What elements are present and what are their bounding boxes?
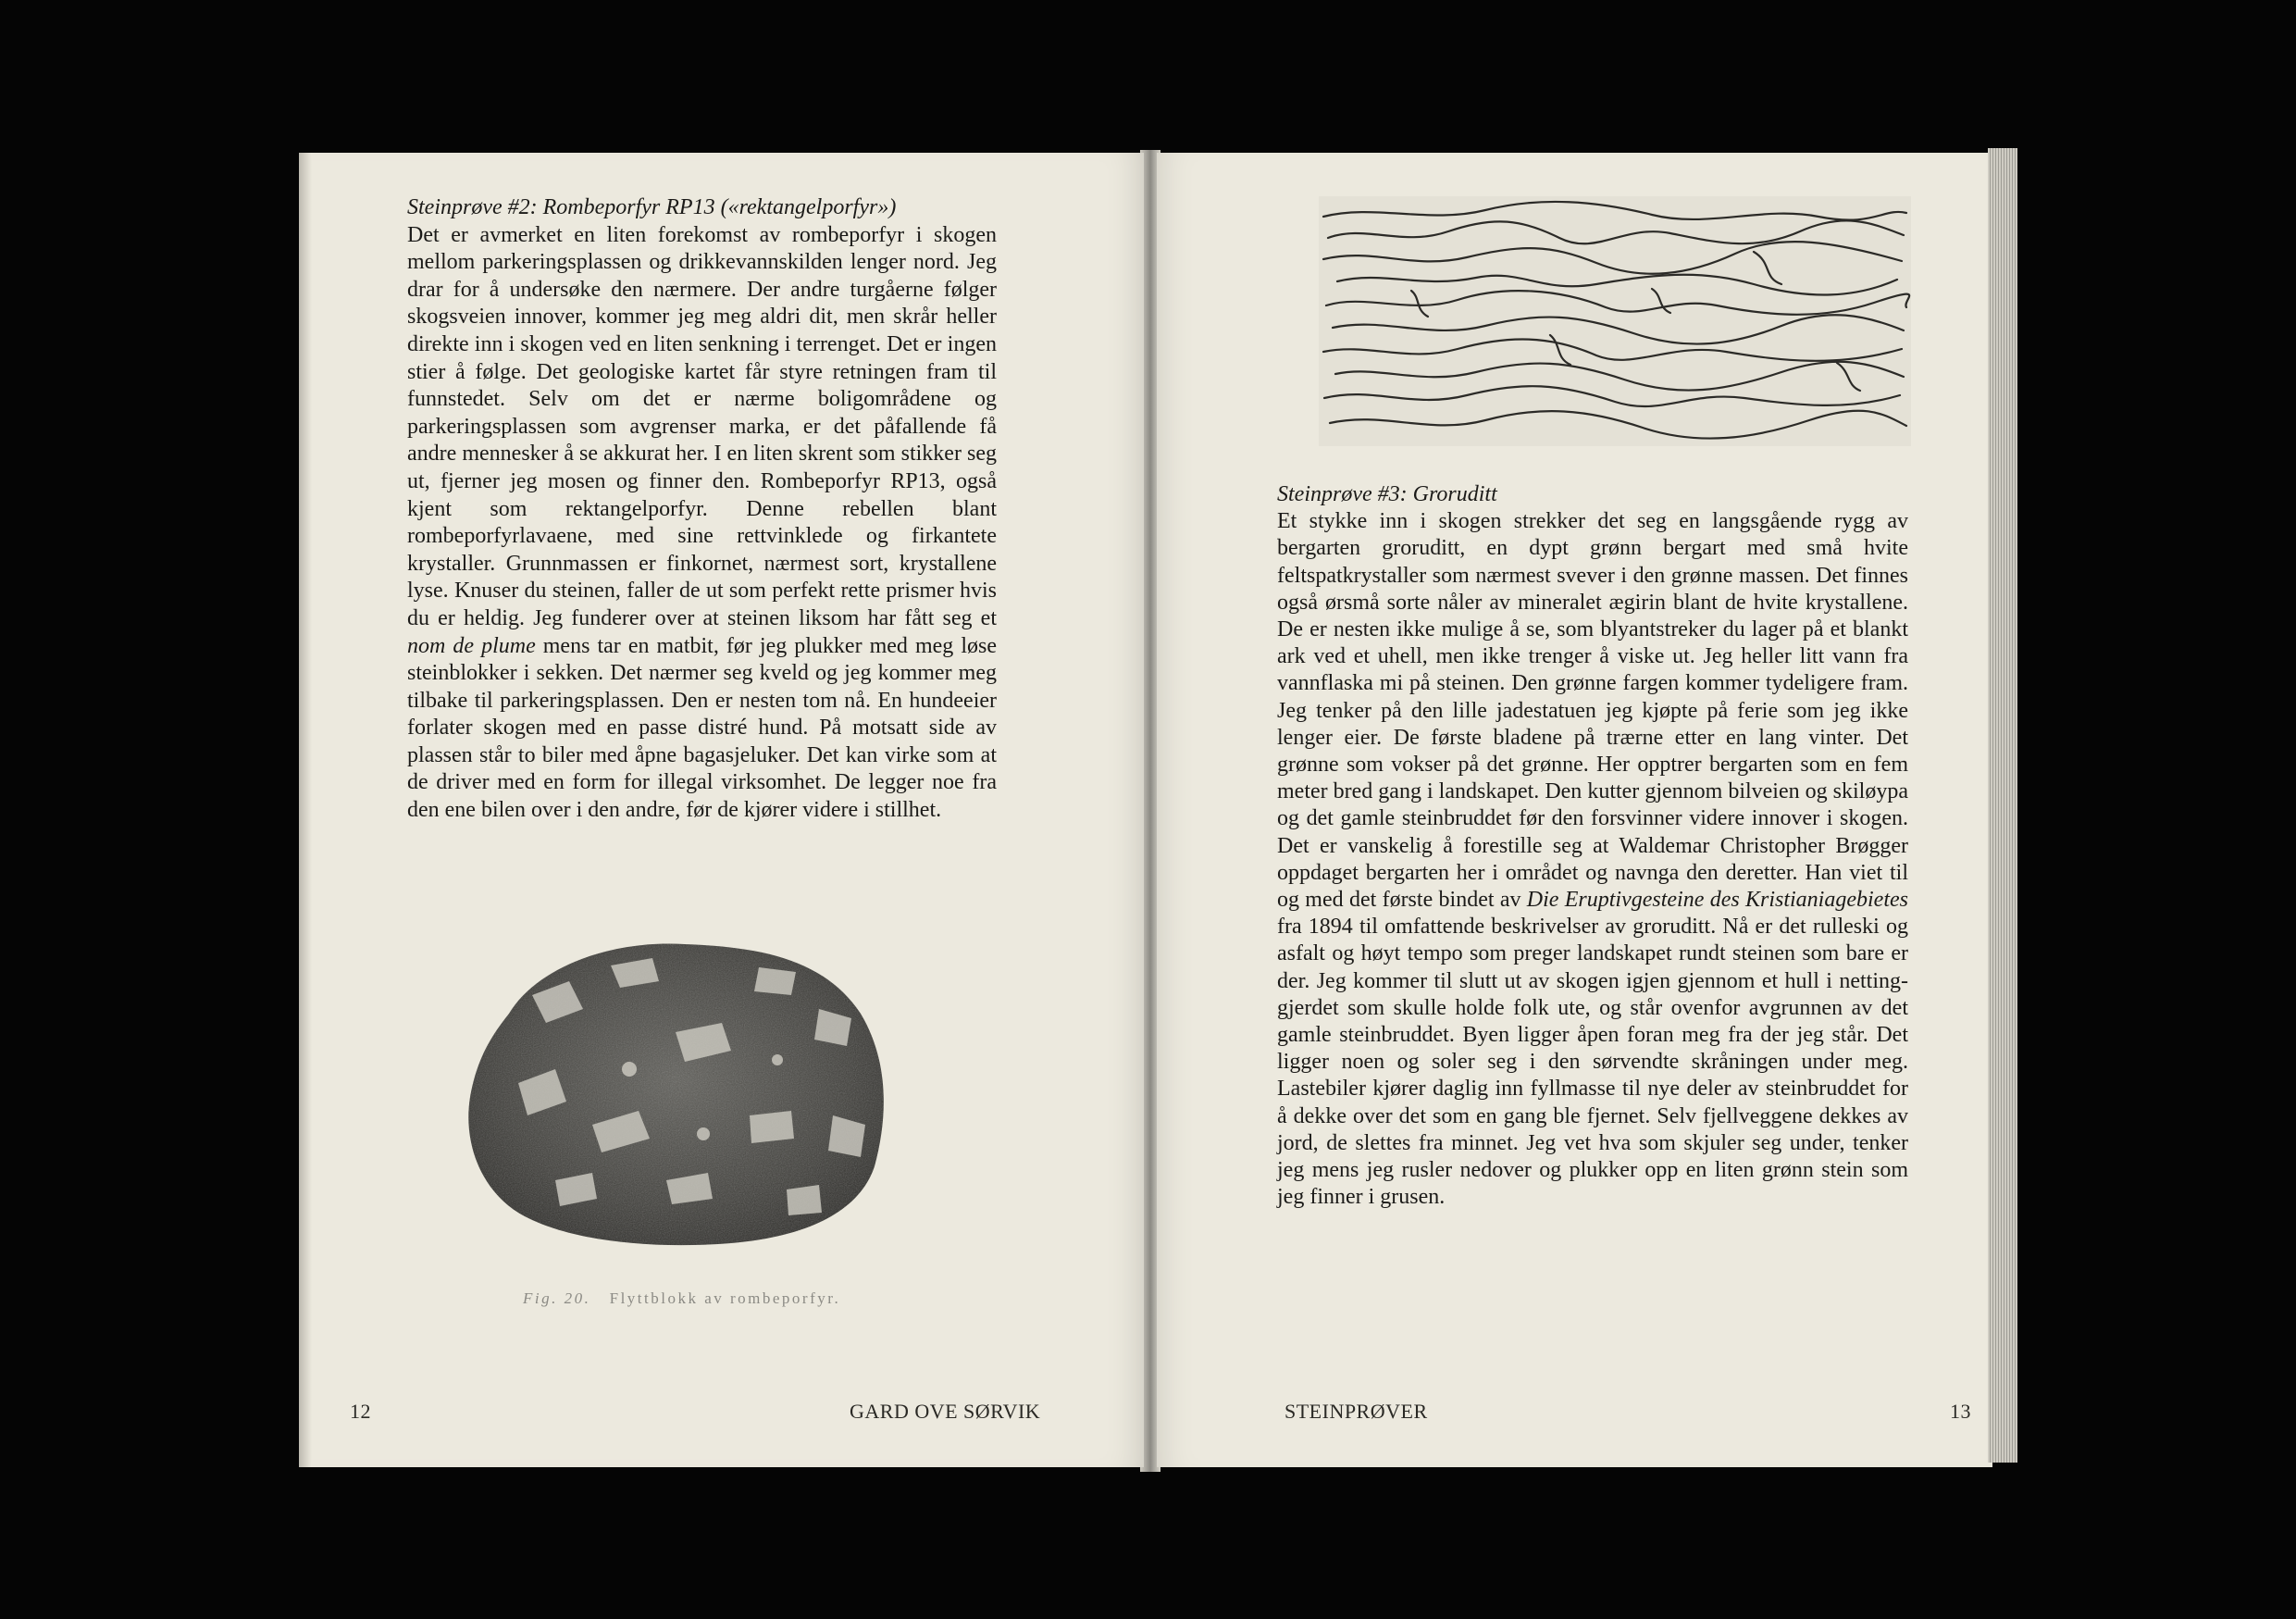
left-page-heading: Steinprøve #2: Rombeporfyr RP13 («rektangelporfyr»)	[407, 195, 897, 219]
right-body-part-2: fra 1894 til omfattende beskrivelser av groruditt. Nå er det rulleski og asfalt og høyt tempo som preger landskapet rundt steinen som bare er der. Jeg kommer til slutt ut av skogen igjen gjennom et hull i nettinggjerdet som skulle holde folk ute, og står ovenfor avgrunnen av det gamle steinbruddet. Byen ligger åpen foran meg fra der jeg står. Det ligger noen og soler seg i den sørvendte skråningen under meg. Lastebiler kjører daglig inn fyllmasse til nye deler av steinbruddet for å dekke over det som en gang ble fjernet. Selv fjellveggene dekkes av jord, de slettes fra minnet. Jeg vet hva som skjuler seg under, tenker jeg mens jeg rusler nedover og plukker opp en liten grønn stein som jeg finner i grusen.	[1277, 915, 1908, 1210]
figure-caption-text: Flyttblokk av rombeporfyr.	[609, 1289, 841, 1307]
right-body-part-1: Et stykke inn i skogen strekker det seg en langsgående rygg av bergarten groruditt, en dypt grønn bergart med små hvite feltspatkrystaller som nærmest svever i den grønne massen. Det finnes også ørsmå sorte nåler av mineralet ægirin blant de hvite krystallene. De er nesten ikke mulige å se, som blyantstreker du lager på et blankt ark ved et uhell, men ikke trenger å viske ut. Jeg heller litt vann fra vannflaska mi på steinen. Den grønne fargen kommer tydeligere fram. Jeg tenker på den lille jadestatuen jeg kjøpte på ferie som jeg ikke lenger eier. De første bladene på trærne etter en lang vinter. Det grønne som vokser på det grønne. Her opptrer bergarten som en fem meter bred gang i landskapet. Den kutter gjennom bilveien og skiløypa og det gamle steinbruddet før den forsvinner videre innover i skogen. Det er vanskelig å forestille seg at Waldemar Christopher Brøgger oppdaget bergarten her i området og navnga den deretter. Han viet til og med det første bindet av	[1277, 509, 1908, 913]
left-body-part-2: mens tar en matbit, før jeg plukker med meg løse steinblokker i sekken. Det nærmer seg kveld og jeg kommer meg tilbake til parkeringsplassen. Den er nesten tom nå. En hundeeier forlater skogen med en passe distré hund. På motsatt side av plassen står to biler med åpne bagasjeluker. Det kan virke som at de driver med en form for illegal virksomhet. De legger noe fra den ene bilen over i den andre, før de kjører videre i stillhet.	[407, 633, 997, 823]
left-folio: 12	[350, 1400, 371, 1423]
right-page-heading: Steinprøve #3: Groruditt	[1277, 482, 1497, 506]
figure-caption	[523, 1289, 840, 1308]
left-running-head: GARD OVE SØRVIK	[850, 1400, 1041, 1423]
right-running-head: STEINPRØVER	[1285, 1400, 1428, 1423]
rock-photo	[453, 930, 898, 1250]
figure-caption-number: Fig. 20.	[523, 1289, 591, 1307]
flow-pattern-illustration	[1319, 196, 1911, 446]
left-page-text	[407, 194, 997, 825]
left-body-italic: nom de plume	[407, 633, 536, 658]
right-page-text	[1277, 481, 1908, 1211]
page-edges	[1988, 148, 2017, 1463]
left-body-part-1: Det er avmerket en liten forekomst av rombeporfyr i skogen mellom parkeringsplassen og drikkevannskilden lenger nord. Jeg drar for å undersøke den nærmere. Der andre turgåerne følger skogsveien innover, kommer jeg meg aldri dit, men skrår heller direkte inn i skogen ved en liten senkning i terrenget. Det er ingen stier å følge. Det geologiske kartet får styre retningen fram til funnstedet. Selv om det er nærme boligområdene og parkeringsplassen som avgrenser marka, er det påfallende få andre mennesker å se akkurat her. I en liten skrent som stikker seg ut, fjerner jeg mosen og finner den. Rombeporfyr RP13, også kjent som rektangelporfyr. Denne rebellen blant rombeporfyrlavaene, med sine rettvinklede og firkantete krystaller. Grunnmassen er finkornet, nærmest sort, krystallene lyse. Knuser du steinen, faller de ut som perfekt rette prismer hvis du er heldig. Jeg funderer over at steinen liksom har fått seg et	[407, 222, 997, 630]
right-body-italic: Die Eruptivgesteine des Kristianiagebietes	[1526, 888, 1908, 913]
right-folio: 13	[1950, 1400, 1971, 1423]
